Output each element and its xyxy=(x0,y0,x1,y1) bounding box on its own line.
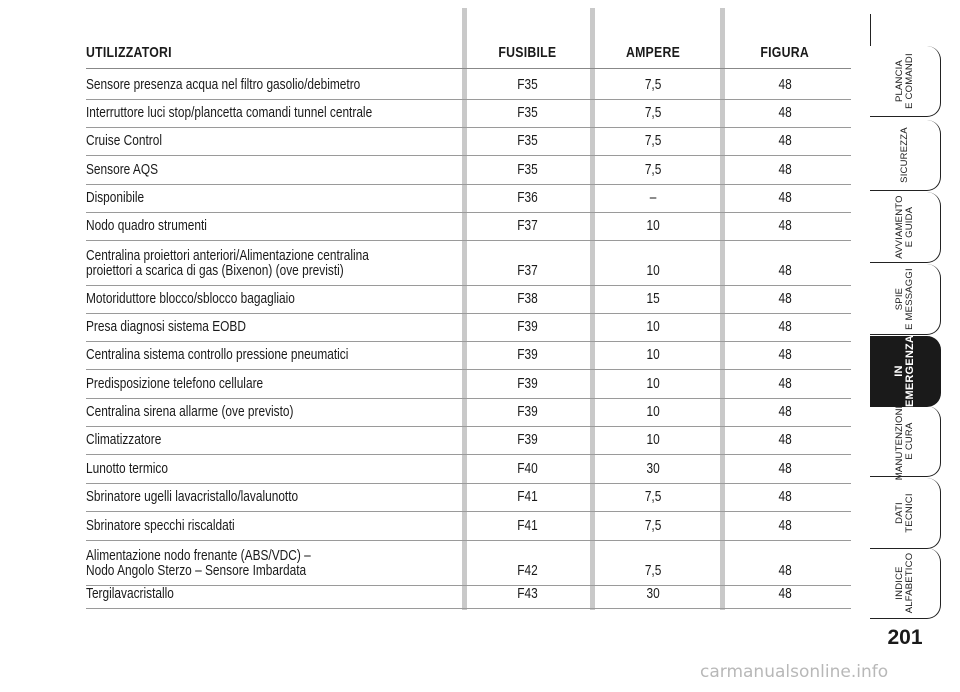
cell-figura: 48 xyxy=(778,586,792,602)
table-row xyxy=(86,341,851,370)
cell-figura: 48 xyxy=(778,162,792,178)
table-row xyxy=(86,240,851,286)
table-row xyxy=(86,398,851,427)
table-row xyxy=(86,99,851,128)
cell-figura: 48 xyxy=(778,263,792,279)
row-description xyxy=(86,490,345,505)
cell-fusibile: F35 xyxy=(516,77,538,93)
table-row xyxy=(86,155,851,185)
cell-ampere: 30 xyxy=(646,586,660,602)
cell-fusibile: F39 xyxy=(516,347,538,363)
table-row xyxy=(86,184,851,213)
header-fusibile: FUSIBILE xyxy=(497,44,557,61)
chapter-tab[interactable] xyxy=(870,120,941,191)
row-description xyxy=(86,163,174,178)
cell-ampere: 7,5 xyxy=(644,133,662,149)
description-line: Sbrinatore specchi riscaldati xyxy=(86,518,235,534)
description-line: Interruttore luci stop/plancetta comandi tunnel centrale xyxy=(86,105,373,121)
description-line: Disponibile xyxy=(86,190,145,206)
table-row xyxy=(86,127,851,156)
cell-ampere: 10 xyxy=(646,218,660,234)
cell-fusibile: F42 xyxy=(516,563,538,579)
watermark: carmanualsonline.info xyxy=(700,662,889,682)
cell-fusibile: F37 xyxy=(516,218,538,234)
table-row xyxy=(86,511,851,541)
cell-figura: 48 xyxy=(778,190,792,206)
table-row xyxy=(86,212,851,241)
cell-figura: 48 xyxy=(778,376,792,392)
description-line: Centralina sirena allarme (ove previsto) xyxy=(86,404,294,420)
chapter-tab-label: DATI TECNICI xyxy=(894,493,915,533)
header-rule xyxy=(86,68,851,69)
cell-figura: 48 xyxy=(778,518,792,534)
chapter-tab[interactable] xyxy=(870,336,941,407)
chapter-tab[interactable] xyxy=(870,478,941,549)
cell-figura: 48 xyxy=(778,347,792,363)
description-line: Tergilavacristallo xyxy=(86,586,174,602)
description-line: Climatizzatore xyxy=(86,432,162,448)
row-description xyxy=(86,405,339,420)
description-line: Lunotto termico xyxy=(86,461,168,477)
table-row xyxy=(86,285,851,314)
row-description xyxy=(86,191,157,206)
row-description xyxy=(86,549,360,579)
header-ampere: AMPERE xyxy=(625,44,681,61)
cell-ampere: 7,5 xyxy=(644,563,662,579)
cell-fusibile: F41 xyxy=(516,518,538,534)
cell-figura: 48 xyxy=(778,291,792,307)
cell-ampere: 10 xyxy=(646,319,660,335)
description-line: Sbrinatore ugelli lavacristallo/lavalunotto xyxy=(86,489,299,505)
description-line: Motoriduttore blocco/sblocco bagagliaio xyxy=(86,291,295,307)
cell-ampere: 10 xyxy=(646,376,660,392)
table-row xyxy=(86,426,851,455)
description-line: Sensore AQS xyxy=(86,162,159,178)
cell-figura: 48 xyxy=(778,432,792,448)
cell-ampere: – xyxy=(649,190,657,206)
description-line: Centralina proiettori anteriori/Alimentazione centralina xyxy=(86,248,369,264)
row-description xyxy=(86,134,179,149)
description-line: Nodo quadro strumenti xyxy=(86,218,207,234)
cell-ampere: 7,5 xyxy=(644,105,662,121)
row-description xyxy=(86,377,302,392)
cell-figura: 48 xyxy=(778,563,792,579)
cell-fusibile: F35 xyxy=(516,133,538,149)
cell-fusibile: F35 xyxy=(516,162,538,178)
row-description xyxy=(86,320,281,335)
chapter-tab-label: SPIE E MESSAGGI xyxy=(894,268,915,330)
cell-figura: 48 xyxy=(778,218,792,234)
table-row xyxy=(86,454,851,484)
description-line: Alimentazione nodo frenante (ABS/VDC) – xyxy=(86,548,311,564)
chapter-tab[interactable] xyxy=(870,192,941,263)
chapter-tab[interactable] xyxy=(870,46,941,117)
cell-figura: 48 xyxy=(778,77,792,93)
chapter-tab-label: AVVIAMENTO E GUIDA xyxy=(894,195,915,259)
chapter-tab[interactable] xyxy=(870,264,941,335)
header-figura: FIGURA xyxy=(760,44,810,61)
cell-fusibile: F41 xyxy=(516,489,538,505)
description-line: Cruise Control xyxy=(86,133,162,149)
cell-figura: 48 xyxy=(778,461,792,477)
cell-fusibile: F36 xyxy=(516,190,538,206)
tab-strip-line xyxy=(870,14,871,46)
cell-ampere: 15 xyxy=(646,291,660,307)
description-line: Presa diagnosi sistema EOBD xyxy=(86,319,246,335)
row-description xyxy=(86,219,234,234)
row-description xyxy=(86,292,341,307)
cell-fusibile: F37 xyxy=(516,263,538,279)
cell-figura: 48 xyxy=(778,105,792,121)
description-line: Centralina sistema controllo pressione pneumatici xyxy=(86,347,349,363)
description-line: Sensore presenza acqua nel filtro gasolio/debimetro xyxy=(86,77,361,93)
row-description xyxy=(86,106,435,121)
description-line: Nodo Angolo Sterzo – Sensore Imbardata xyxy=(86,563,307,579)
cell-ampere: 7,5 xyxy=(644,489,662,505)
cell-fusibile: F40 xyxy=(516,461,538,477)
cell-fusibile: F38 xyxy=(516,291,538,307)
row-description xyxy=(86,249,431,279)
cell-ampere: 30 xyxy=(646,461,660,477)
cell-fusibile: F43 xyxy=(516,586,538,602)
cell-figura: 48 xyxy=(778,133,792,149)
cell-fusibile: F39 xyxy=(516,432,538,448)
table-row xyxy=(86,540,851,586)
row-description xyxy=(86,587,193,602)
cell-ampere: 7,5 xyxy=(644,77,662,93)
table-row xyxy=(86,70,851,100)
cell-fusibile: F39 xyxy=(516,319,538,335)
row-description xyxy=(86,348,406,363)
chapter-tab-label: SICUREZZA xyxy=(899,127,910,183)
row-description xyxy=(86,433,178,448)
chapter-tab-label: MANUTENZIONE E CURA xyxy=(894,401,915,481)
cell-fusibile: F39 xyxy=(516,404,538,420)
cell-fusibile: F35 xyxy=(516,105,538,121)
cell-ampere: 7,5 xyxy=(644,518,662,534)
cell-ampere: 10 xyxy=(646,404,660,420)
cell-figura: 48 xyxy=(778,404,792,420)
header-utilizzatori: UTILIZZATORI xyxy=(86,44,172,61)
chapter-tab[interactable] xyxy=(870,548,941,619)
page-number: 201 xyxy=(887,626,923,649)
cell-ampere: 10 xyxy=(646,432,660,448)
cell-fusibile: F39 xyxy=(516,376,538,392)
chapter-tab-label: PLANCIA E COMANDI xyxy=(894,53,915,109)
cell-figura: 48 xyxy=(778,489,792,505)
description-line: proiettori a scarica di gas (Bixenon) (ove previsti) xyxy=(86,263,344,279)
chapter-tab-label: IN EMERGENZA xyxy=(893,334,916,408)
chapter-tab-label: INDICE ALFABETICO xyxy=(894,552,915,614)
row-description xyxy=(86,519,267,534)
row-description xyxy=(86,78,421,93)
table-row xyxy=(86,369,851,399)
table-row xyxy=(86,483,851,512)
cell-ampere: 7,5 xyxy=(644,162,662,178)
description-line: Predisposizione telefono cellulare xyxy=(86,376,264,392)
table-row xyxy=(86,585,851,609)
cell-ampere: 10 xyxy=(646,263,660,279)
cell-figura: 48 xyxy=(778,319,792,335)
row-description xyxy=(86,462,186,477)
table-row xyxy=(86,313,851,342)
cell-ampere: 10 xyxy=(646,347,660,363)
chapter-tab[interactable] xyxy=(870,401,941,481)
